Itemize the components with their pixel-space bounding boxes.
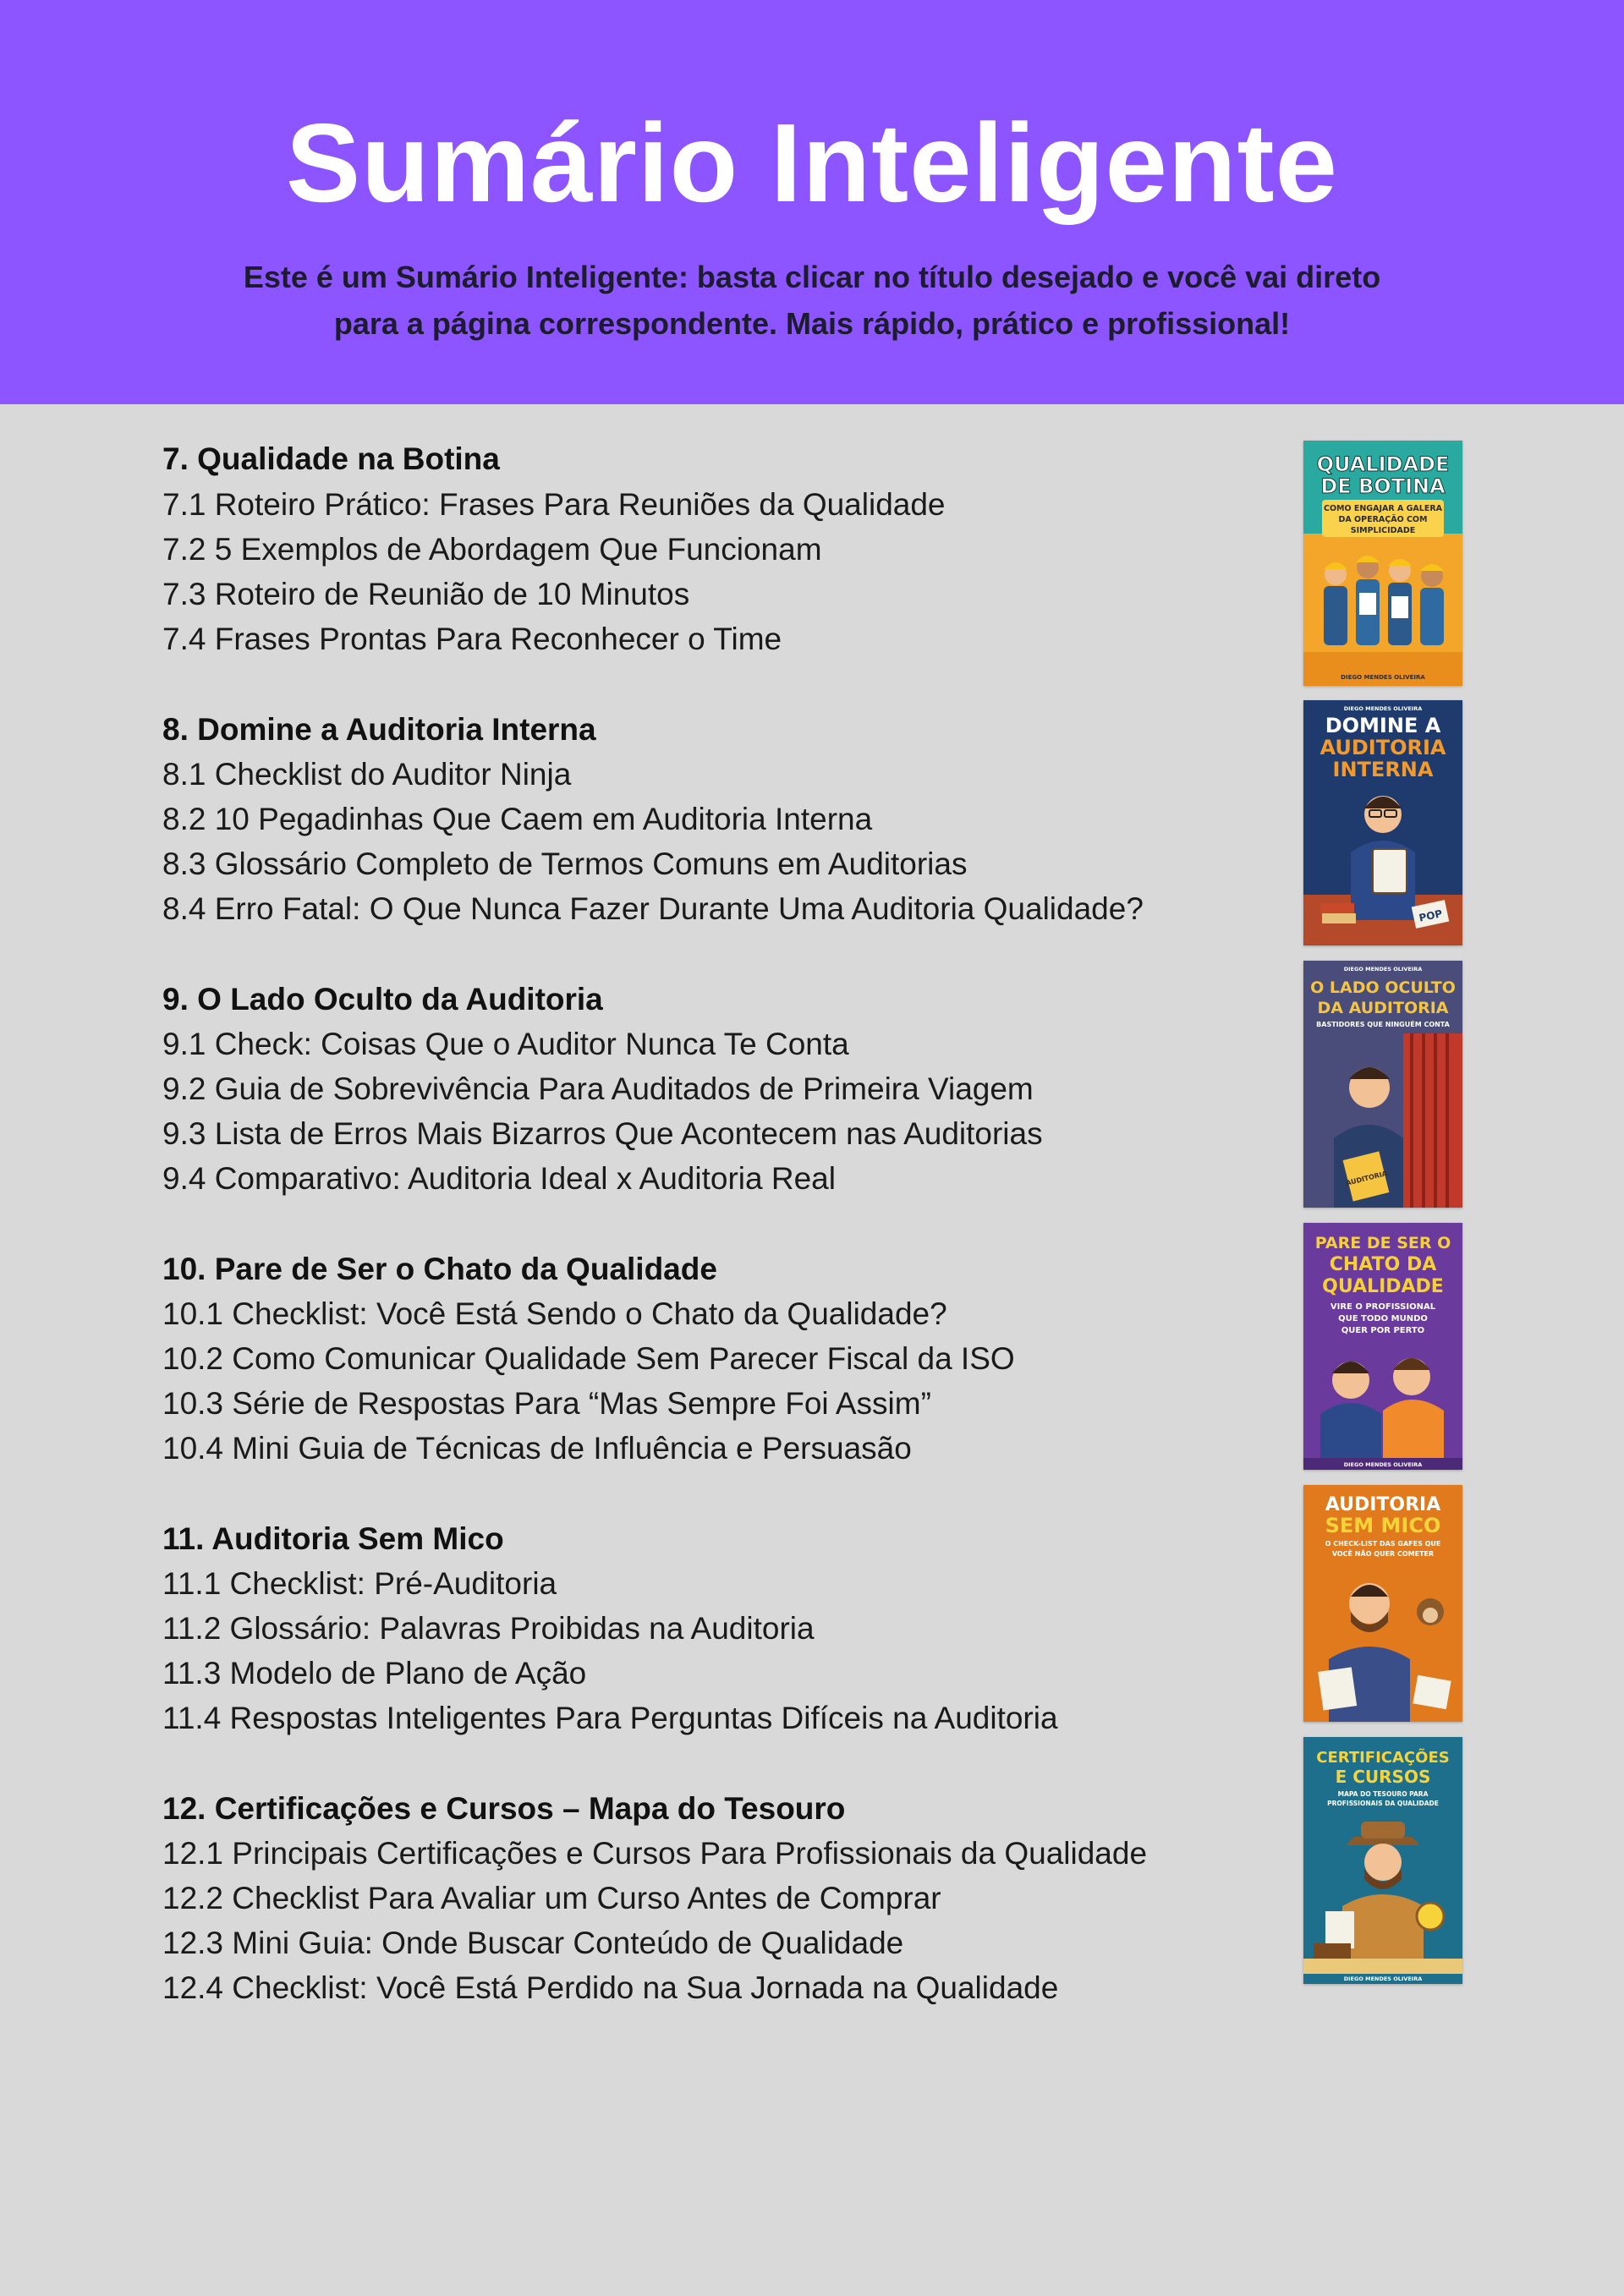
cover-12-title-line-2: E CURSOS xyxy=(1335,1767,1431,1787)
toc-item-8-2[interactable]: 8.2 10 Pegadinhas Que Caem em Auditoria Interna xyxy=(162,802,873,836)
header-banner xyxy=(0,0,1624,404)
book-cover-qualidade-de-botina[interactable] xyxy=(1303,441,1462,686)
cover-10-author: DIEGO MENDES OLIVEIRA xyxy=(1343,1461,1423,1468)
toc-item-9-3[interactable]: 9.3 Lista de Erros Mais Bizarros Que Acontecem nas Auditorias xyxy=(162,1116,1043,1151)
toc-item-7-1[interactable]: 7.1 Roteiro Prático: Frases Para Reuniões da Qualidade xyxy=(162,487,946,522)
cover-10-title-line-2: CHATO DA xyxy=(1329,1254,1437,1275)
toc-item-12-2[interactable]: 12.2 Checklist Para Avaliar um Curso Antes de Comprar xyxy=(162,1881,941,1915)
cover-9-badge: AUDITORIA xyxy=(1345,1170,1388,1187)
cover-10-subtitle-line-3: QUER POR PERTO xyxy=(1341,1326,1425,1335)
toc-item-12-1[interactable]: 12.1 Principais Certificações e Cursos Para Profissionais da Qualidade xyxy=(162,1836,1148,1871)
toc-item-10-2[interactable]: 10.2 Como Comunicar Qualidade Sem Parecer Fiscal da ISO xyxy=(162,1341,1015,1376)
section-title-7[interactable]: 7. Qualidade na Botina xyxy=(162,441,500,476)
cover-10-subtitle-line-1: VIRE O PROFISSIONAL xyxy=(1330,1302,1436,1312)
cover-9-author: DIEGO MENDES OLIVEIRA xyxy=(1343,966,1423,973)
cover-8-title-line-3: INTERNA xyxy=(1332,758,1434,781)
cover-7-title-line-2: DE BOTINA xyxy=(1320,474,1446,498)
toc-item-10-4[interactable]: 10.4 Mini Guia de Técnicas de Influência e Persuasão xyxy=(162,1431,912,1466)
cover-7-subtitle-line-2: DA OPERAÇÃO COM xyxy=(1338,515,1428,524)
page-subtitle xyxy=(152,254,1472,347)
cover-8-title-line-2: AUDITORIA xyxy=(1320,736,1446,759)
section-title-11[interactable]: 11. Auditoria Sem Mico xyxy=(162,1521,504,1556)
book-cover-certificacoes-e-cursos[interactable] xyxy=(1303,1737,1462,1984)
cover-12-subtitle-line-1: MAPA DO TESOURO PARA xyxy=(1337,1790,1429,1798)
section-title-8[interactable]: 8. Domine a Auditoria Interna xyxy=(162,712,596,747)
section-title-12[interactable]: 12. Certificações e Cursos – Mapa do Tesouro xyxy=(162,1791,846,1826)
book-cover-auditoria-sem-mico[interactable] xyxy=(1303,1485,1462,1722)
cover-10-title-line-3: QUALIDADE xyxy=(1322,1276,1444,1297)
cover-10-subtitle-line-2: QUE TODO MUNDO xyxy=(1338,1314,1428,1323)
cover-12-author: DIEGO MENDES OLIVEIRA xyxy=(1343,1975,1423,1982)
cover-8-title-line-1: DOMINE A xyxy=(1325,714,1441,737)
toc-item-12-4[interactable]: 12.4 Checklist: Você Está Perdido na Sua Jornada na Qualidade xyxy=(162,1970,1059,2005)
subtitle-line-1: Este é um Sumário Inteligente: basta clicar no título desejado e você vai direto xyxy=(243,260,1381,294)
toc-item-12-3[interactable]: 12.3 Mini Guia: Onde Buscar Conteúdo de Qualidade xyxy=(162,1926,904,1960)
cover-8-author: DIEGO MENDES OLIVEIRA xyxy=(1343,705,1423,712)
toc-item-7-3[interactable]: 7.3 Roteiro de Reunião de 10 Minutos xyxy=(162,577,690,611)
cover-12-title-line-1: CERTIFICAÇÕES xyxy=(1316,1749,1450,1767)
cover-7-author: DIEGO MENDES OLIVEIRA xyxy=(1341,674,1425,681)
toc-item-9-4[interactable]: 9.4 Comparativo: Auditoria Ideal x Auditoria Real xyxy=(162,1161,836,1196)
cover-12-subtitle-line-2: PROFISSIONAIS DA QUALIDADE xyxy=(1327,1800,1439,1807)
toc-item-7-4[interactable]: 7.4 Frases Prontas Para Reconhecer o Time xyxy=(162,622,782,656)
cover-9-title-line-1: O LADO OCULTO xyxy=(1310,978,1456,997)
cover-7-subtitle-line-1: COMO ENGAJAR A GALERA xyxy=(1323,504,1443,513)
toc-item-9-2[interactable]: 9.2 Guia de Sobrevivência Para Auditados de Primeira Viagem xyxy=(162,1071,1034,1106)
cover-9-subtitle-line-1: BASTIDORES QUE NINGUÉM CONTA xyxy=(1316,1021,1450,1028)
cover-11-subtitle-line-1: O CHECK-LIST DAS GAFES QUE xyxy=(1325,1540,1441,1548)
toc-item-8-3[interactable]: 8.3 Glossário Completo de Termos Comuns em Auditorias xyxy=(162,847,968,881)
cover-11-subtitle-line-2: VOCÊ NÃO QUER COMETER xyxy=(1331,1550,1435,1558)
cover-9-title-line-2: DA AUDITORIA xyxy=(1317,999,1449,1017)
book-cover-o-lado-oculto-da-auditoria[interactable] xyxy=(1303,961,1462,1208)
page-title: Sumário Inteligente xyxy=(286,101,1338,225)
toc-item-11-2[interactable]: 11.2 Glossário: Palavras Proibidas na Auditoria xyxy=(162,1611,815,1646)
toc-item-7-2[interactable]: 7.2 5 Exemplos de Abordagem Que Funcionam xyxy=(162,532,822,567)
toc-item-11-3[interactable]: 11.3 Modelo de Plano de Ação xyxy=(162,1656,587,1690)
cover-7-subtitle-line-3: SIMPLICIDADE xyxy=(1350,526,1416,535)
toc-item-8-4[interactable]: 8.4 Erro Fatal: O Que Nunca Fazer Durante Uma Auditoria Qualidade? xyxy=(162,891,1144,926)
cover-7-title-line-1: QUALIDADE xyxy=(1316,452,1450,476)
book-cover-pare-de-ser-o-chato[interactable] xyxy=(1303,1223,1462,1470)
toc-item-8-1[interactable]: 8.1 Checklist do Auditor Ninja xyxy=(162,757,572,792)
cover-11-title-line-2: SEM MICO xyxy=(1325,1514,1441,1537)
section-title-9[interactable]: 9. O Lado Oculto da Auditoria xyxy=(162,982,603,1016)
section-title-10[interactable]: 10. Pare de Ser o Chato da Qualidade xyxy=(162,1252,717,1286)
book-cover-domine-a-auditoria-interna[interactable] xyxy=(1303,700,1462,945)
toc-item-10-3[interactable]: 10.3 Série de Respostas Para “Mas Sempre Foi Assim” xyxy=(162,1386,931,1421)
cover-11-title-line-1: AUDITORIA xyxy=(1325,1494,1441,1515)
toc-item-11-1[interactable]: 11.1 Checklist: Pré-Auditoria xyxy=(162,1566,557,1601)
cover-10-title-line-1: PARE DE SER O xyxy=(1314,1234,1451,1252)
toc-item-11-4[interactable]: 11.4 Respostas Inteligentes Para Perguntas Difíceis na Auditoria xyxy=(162,1701,1058,1735)
toc-item-10-1[interactable]: 10.1 Checklist: Você Está Sendo o Chato da Qualidade? xyxy=(162,1296,947,1331)
toc-item-9-1[interactable]: 9.1 Check: Coisas Que o Auditor Nunca Te Conta xyxy=(162,1027,849,1061)
cover-8-badge: POP xyxy=(1418,907,1444,924)
subtitle-line-2: para a página correspondente. Mais rápido, prático e profissional! xyxy=(333,306,1291,341)
